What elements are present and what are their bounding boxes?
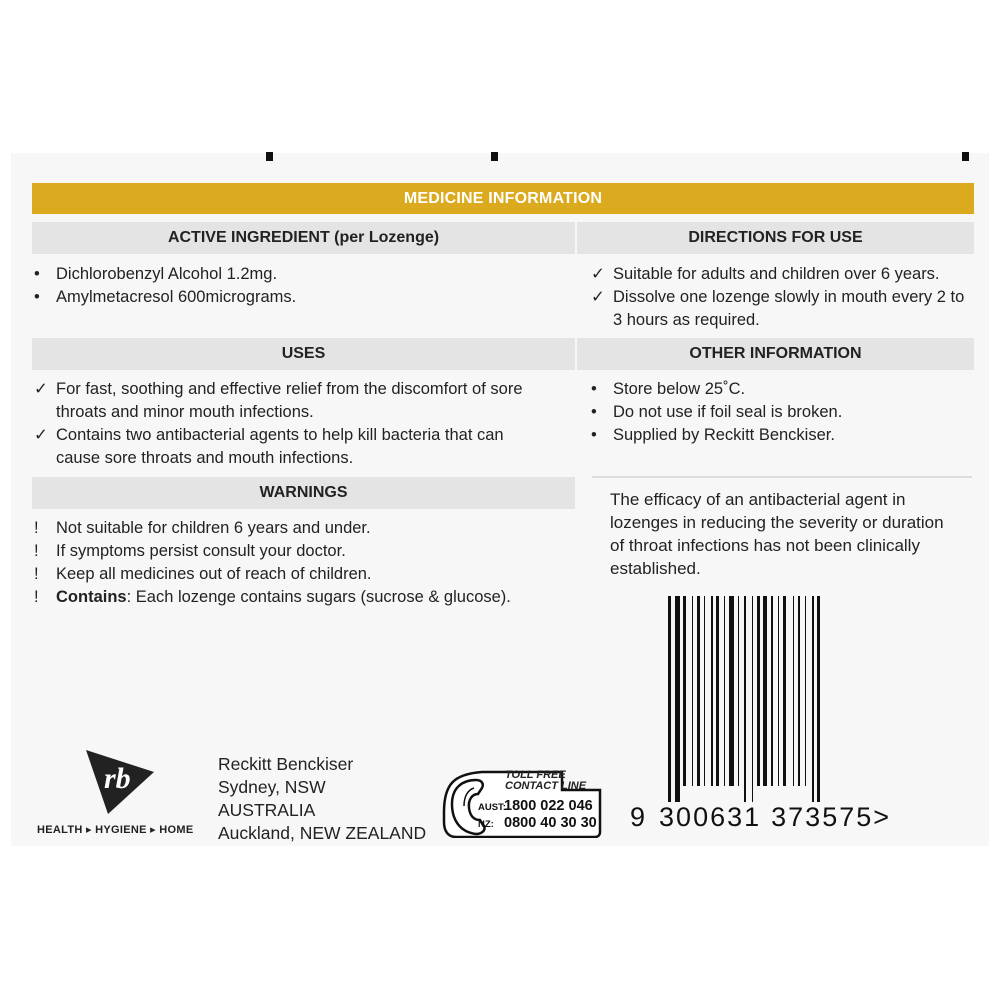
- address-line: AUSTRALIA: [218, 800, 316, 820]
- barcode-bar: [812, 596, 814, 802]
- barcode-bar: [675, 596, 680, 802]
- bullet-icon: •: [591, 380, 597, 398]
- divider: [592, 476, 972, 478]
- list-item: ✓ Suitable for adults and children over 6 years.: [591, 263, 976, 286]
- barcode-bar: [744, 596, 746, 802]
- fold-mark: [491, 152, 498, 161]
- barcode-bar: [738, 596, 739, 786]
- barcode-bar: [704, 596, 705, 786]
- check-icon: ✓: [34, 380, 48, 398]
- company-tagline: HEALTH ▸ HYGIENE ▸ HOME: [37, 824, 194, 836]
- toll-free-title: TOLL FREE CONTACT LINE: [505, 769, 587, 792]
- directions-list: [591, 263, 976, 332]
- bullet-icon: •: [591, 403, 597, 421]
- list-item: ! Contains: Each lozenge contains sugars (sucrose & glucose).: [34, 586, 574, 609]
- aust-phone: AUST:1800 022 046: [478, 798, 593, 814]
- barcode: [668, 596, 950, 802]
- barcode-bar: [752, 596, 753, 802]
- list-item: ! If symptoms persist consult your doctor.: [34, 540, 574, 563]
- uses-header: USES: [32, 338, 575, 370]
- address-line: Sydney, NSW: [218, 777, 326, 797]
- nz-phone: NZ: 0800 40 30 30: [478, 815, 597, 831]
- list-item: • Amylmetacresol 600micrograms.: [34, 286, 574, 309]
- barcode-first-digit: 9: [630, 802, 648, 832]
- barcode-group-2: 373575: [771, 802, 874, 832]
- warning-icon: !: [34, 519, 39, 537]
- company-address: [218, 753, 426, 845]
- barcode-number: [630, 802, 891, 833]
- barcode-bar: [771, 596, 773, 786]
- barcode-bar: [817, 596, 820, 802]
- medicine-information-banner: MEDICINE INFORMATION: [32, 183, 974, 214]
- barcode-bar: [783, 596, 786, 786]
- warnings-header: WARNINGS: [32, 477, 575, 509]
- list-item: ✓ Dissolve one lozenge slowly in mouth every 2 to 3 hours as required.: [591, 288, 965, 329]
- barcode-bar: [793, 596, 794, 786]
- barcode-bar: [763, 596, 767, 786]
- barcode-bar: [724, 596, 725, 786]
- barcode-bar: [692, 596, 693, 786]
- barcode-group-1: 300631: [659, 802, 762, 832]
- list-item: • Store below 25˚C.: [591, 378, 976, 401]
- bullet-icon: •: [34, 288, 40, 306]
- bullet-icon: •: [34, 265, 40, 283]
- check-icon: ✓: [591, 265, 605, 283]
- warning-icon: !: [34, 542, 39, 560]
- barcode-bar: [757, 596, 760, 786]
- contains-label: Contains: [56, 588, 127, 606]
- barcode-bar: [697, 596, 700, 786]
- list-item: • Do not use if foil seal is broken.: [591, 401, 976, 424]
- active-ingredient-header: ACTIVE INGREDIENT (per Lozenge): [32, 222, 575, 254]
- list-item: ! Keep all medicines out of reach of children.: [34, 563, 574, 586]
- check-icon: ✓: [591, 288, 605, 306]
- rb-logo-icon: [84, 748, 156, 816]
- other-information-list: [591, 378, 976, 447]
- other-information-header: OTHER INFORMATION: [577, 338, 974, 370]
- active-ingredient-list: [34, 263, 574, 309]
- barcode-arrow: >: [873, 802, 892, 832]
- efficacy-note: The efficacy of an antibacterial agent in lozenges in reducing the severity or duration of throat infections has not been clinically established.: [610, 490, 944, 578]
- barcode-bar: [729, 596, 734, 786]
- list-item: • Supplied by Reckitt Benckiser.: [591, 424, 976, 447]
- list-item: • Dichlorobenzyl Alcohol 1.2mg.: [34, 263, 574, 286]
- list-item: ✓ For fast, soothing and effective relief from the discomfort of sore throats and minor mouth infections.: [34, 380, 523, 421]
- list-item: ✓ Contains two antibacterial agents to help kill bacteria that can cause sore throats and mouth infections.: [34, 426, 504, 467]
- directions-header: DIRECTIONS FOR USE: [577, 222, 974, 254]
- barcode-bar: [668, 596, 671, 802]
- barcode-bar: [716, 596, 719, 786]
- warning-icon: !: [34, 588, 39, 606]
- list-item: ! Not suitable for children 6 years and under.: [34, 517, 574, 540]
- fold-mark: [962, 152, 969, 161]
- barcode-bar: [798, 596, 800, 786]
- fold-mark: [266, 152, 273, 161]
- warning-icon: !: [34, 565, 39, 583]
- warnings-list: [34, 517, 574, 609]
- barcode-bar: [683, 596, 686, 786]
- barcode-bar: [778, 596, 779, 786]
- check-icon: ✓: [34, 426, 48, 444]
- barcode-bar: [711, 596, 713, 786]
- bullet-icon: •: [591, 426, 597, 444]
- address-line: Reckitt Benckiser: [218, 754, 354, 774]
- barcode-bar: [805, 596, 806, 786]
- uses-list: [34, 378, 534, 470]
- address-line: Auckland, NEW ZEALAND: [218, 823, 427, 843]
- logo-text: rb: [104, 762, 131, 795]
